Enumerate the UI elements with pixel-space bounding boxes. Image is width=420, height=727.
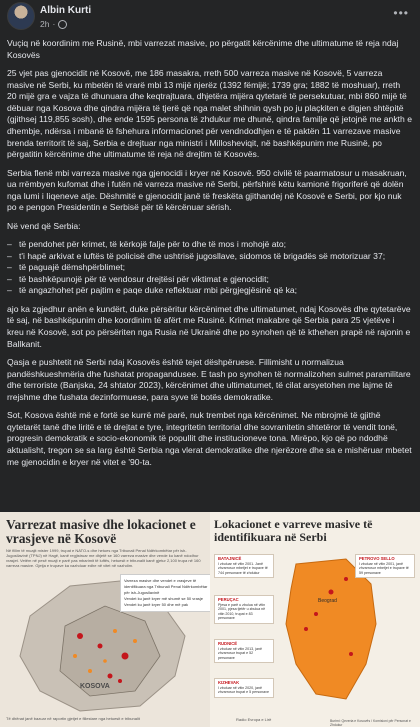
list-intro: Në vend që Serbia: (7, 220, 81, 231)
location-title: KIZHEVAK (218, 680, 240, 685)
location-text: Pjesa e parë u zbulua në vitin 2001, pjesa tjetër u zbulua në vitin 2010, trupat e 83 personave (218, 602, 266, 621)
legend-item: Vendet ku janë kryer më shumë se 50 vrasje (124, 596, 203, 601)
location-box-petrovo-sello (355, 554, 415, 578)
left-infographic-subtitle: Në fillim të muajit mister 1999, trupat e NATO-s dhe hetues nga Tribunali Penal Ndërkombëtar për ish-Jugosllavinë (TPNJ) në Hagë, kanë regjistruar me dhjetë se 160 varreza masive dhe vende ku kanë ndodhur vrasjet. Vetëm në pesë muajt e parë pas mbarimit të luftës, hetuesit e tribunalit kanë gjetur 2,100 trupa në 160 varreza masive. Gjetja e trupave ka vazhduar edhe në vitet në vazhdim. (6, 548, 201, 568)
left-map-legend (120, 574, 212, 612)
location-box-perucac (214, 595, 274, 624)
post-paragraph: Qasja e pushtetit në Serbi ndaj Kosovës është tejet dëshpëruese. Fillimisht u normalizua pandëshkueshmëria dhe fushatat propagandusee. E tash po synohen të normalizohen sulmet paramilitare dhe terroriste (Banjska, 24 shtator 2023), kërcënimet dhe ultimatumet, të cilat arsyetohen me lajme të rrejshme dhe fushata dezinformuese, para syve të botës demokratike. (7, 357, 411, 402)
post-paragraph: ajo ka zgjedhur anën e kundërt, duke përsëritur kërcënimet dhe ultimatumet, ndaj Kosovës dhe qytetarëve të saj, në bashkëpunim dhe koordinim të afërt me Rusinë. Krimet makabre që Serbia para 25 vjetëve i kreu në Kosovë, sot po përsëriten nga Rusia në Ukrainë dhe po synohen që të kthehen prapë në rajonin e Ballkanit. (7, 303, 411, 349)
list-item: – t'i hapë arkivat e luftës të policisë dhe ushtrisë jugosllave, sidomos të brigadës së motorizuar 37; (7, 251, 412, 263)
more-options-icon[interactable]: ••• (393, 6, 409, 20)
separator: · (52, 19, 56, 29)
avatar[interactable] (7, 2, 35, 30)
post-header (7, 2, 413, 34)
location-text: I zbuluar në vitin 2001, janë zhvarrosur mbetjet e trupave të 59 personave (359, 561, 409, 575)
post-time[interactable]: 2h (40, 19, 50, 29)
rel-logo-text: Radio Evropa e Lirë (236, 717, 272, 722)
infographic-image[interactable] (0, 512, 420, 727)
location-title: RUDNICË (218, 641, 238, 646)
left-infographic-footer: Të dhënat janë bazuar në raportin gjetjet e fillestare nga hetuesit e tribunalit (6, 716, 140, 721)
post-text (7, 38, 412, 475)
location-box-kizhevak (214, 678, 274, 698)
list-item: – të angazhohet për pajtim e paqe duke reflektuar mbi përgjegjësinë që ka; (7, 285, 412, 297)
left-infographic-title: Varrezat masive dhe lokacionet e vrasjeve në Kosovë (6, 517, 196, 546)
post-paragraph: Vuçiq në koordinim me Rusinë, mbi varrezat masive, po përgatit kërcënime dhe ultimatume të reja ndaj Kosovës (7, 38, 399, 60)
legend-item: Varreza masive dhe vendet e vrasjeve të identifikuara nga Tribunali Penal Ndërkombëtar për ish-Jugosllavinë (124, 578, 208, 595)
author-name[interactable]: Albin Kurti (40, 5, 92, 16)
list-item: – të bashkëpunojë për të vendosur drejtësi për viktimat e gjenocidit; (7, 274, 412, 286)
location-title: PETROVO SELLO (359, 556, 395, 561)
post-paragraph: Sot, Kosova është më e fortë se kurrë më parë, nuk trembet nga kërcënimet. Ne mbrojmë të gjithë qytetarët tanë dhe liritë e të drejtat e tyre, integritetin territorial dhe sovranitetin shtetëror të vendit tonë, progresin demokratik e socio-ekonomik të popullit dhe institucioneve tona. Mirëpo, kjo që po ndodhë aktualisht, tregon se sa larg është Serbia nga vlerat demokratike dhe njerëzore dhe sa e mishëruar mbetet me gjenocidin e kryer në vitet e '90-ta. (7, 410, 412, 467)
post-paragraph: 25 vjet pas gjenocidit në Kosovë, me 186 masakra, rreth 500 varreza masive në Kosovë, 5 varreza masive në Serbi, ku mbetën të vrarë mbi 13 mijë njerëz (1392 fëmijë; 1739 gra; 1882 të moshuar), rreth 20 mijë gra e vajza të dhunuara dhe keqtrajtuara, dhjetëra mijëra qytetarë të persekutuar, mbi 860 mijë të dëbuar nga Kosova dhe qindra mijëra të tjerë që nga malet shihnin qysh po ju plaçkiten e digjen shtëpitë (gjithsej 119,855 sosh), dhe ende 1595 persona të zhdukur me dhunë, qindra familje që jetojnë me ankth e dhembje, ndërsa i mbanë të fshehura informacionet për vendndodhjen e të paktën 11 varrezave masive brenda territorit të saj, Serbia e drejtuar nga ministri i Millosheviqit, në bashkëpunim me Rusinë, po përgatitin kërcënime dhe ultimatume të reja në drejtim të Kosovës. (7, 67, 412, 160)
kosovo-map-label: KOSOVA (80, 683, 110, 690)
globe-icon (58, 20, 67, 29)
location-box-rudnice (214, 639, 274, 663)
location-box-batajnice (214, 554, 274, 578)
right-infographic-title: Lokacionet e varreve masive të identifikuara në Serbi (214, 517, 373, 544)
post-paragraph: Serbia flenë mbi varreza masive nga gjenocidi i kryer në Kosovë. 950 civilë të paarmatosur u masakruan, ua rrëmbyen kufomat dhe i futën në varreza masive në Serbi, përfshirë këtu kamionë frigoriferë që dolën nga lumi i Iiqeneve atje. Dëshmitë e gjenocidit janë të freskëta gjithandej në Kosovë e Serbi, por kjo nuk po e pengon Presidentin e Serbisë për të kërcënuar sërish. (7, 167, 407, 213)
list-item: – të paguajë dëmshpërblimet; (7, 262, 412, 274)
demands-list (7, 239, 412, 297)
location-title: BATAJNICË (218, 556, 242, 561)
right-infographic-source: Burimi: Qeveria e Kosovës / Komisioni për Personat e Zhdukur (330, 719, 411, 727)
location-text: I zbuluar në vitin 2020, janë zhvarrosur trupat e 5 personave (218, 685, 269, 695)
legend-item: Vendet ku janë kryer 50 dhe më pak (124, 602, 189, 607)
location-text: I zbuluar në vitin 2001. Janë zhvarrosur mbetjet e trupave të 744 personave të zhdukur (218, 561, 268, 575)
belgrade-label: Beograd (318, 598, 337, 604)
post-meta (40, 19, 67, 29)
location-text: I zbuluar në vitin 2013, janë zhvarrosur trupat e 52 personave (218, 646, 262, 660)
list-item: – të pendohet për krimet, të kërkojë falje për to dhe të mos i mohojë ato; (7, 239, 412, 251)
location-title: PERUÇAC (218, 597, 239, 602)
